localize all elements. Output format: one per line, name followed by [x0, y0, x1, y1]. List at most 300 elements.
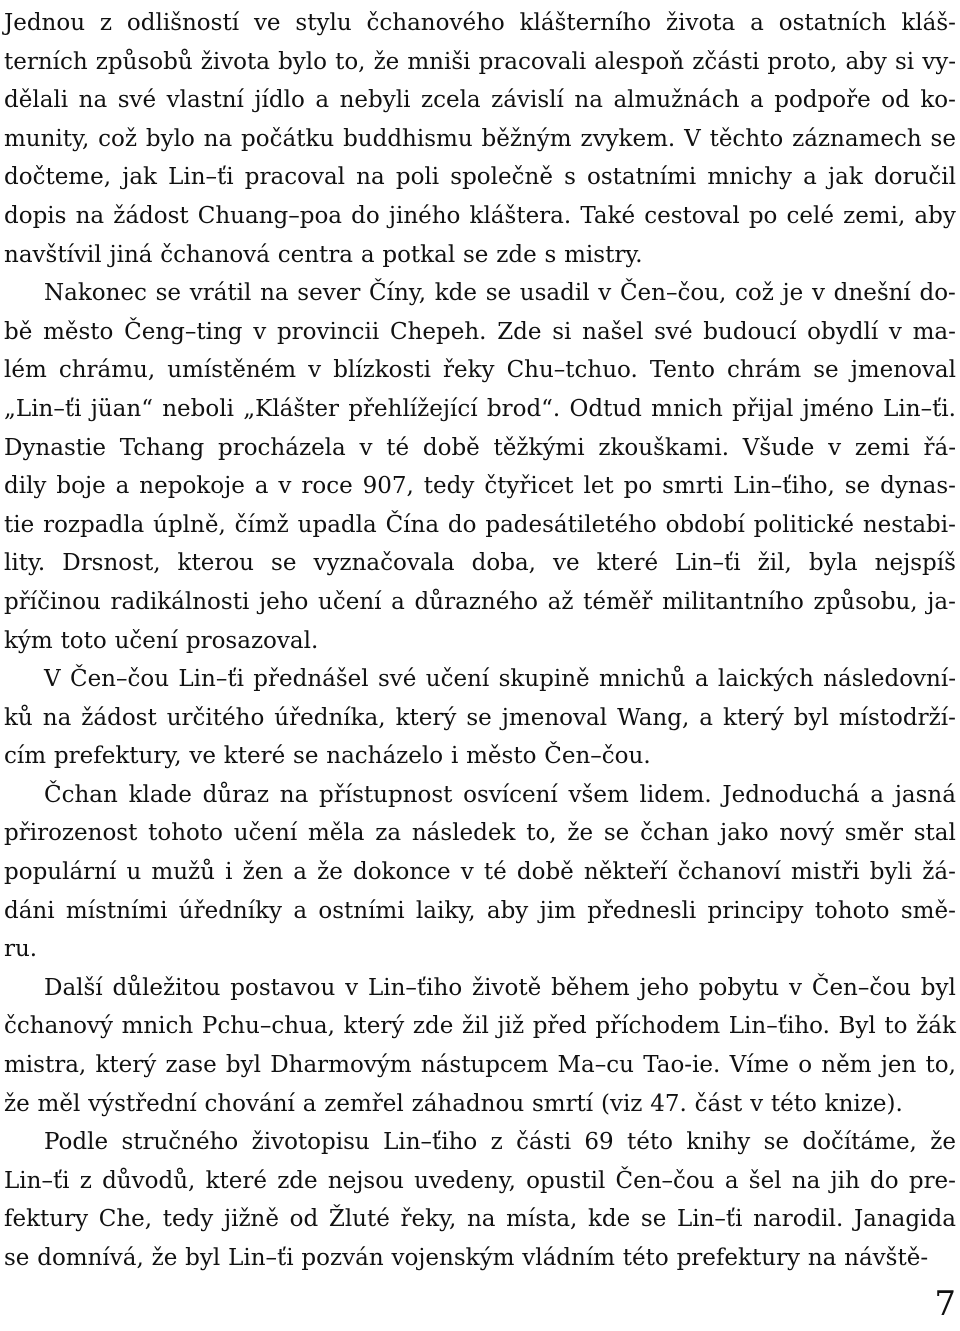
word: řeky	[442, 357, 495, 384]
text-line	[4, 351, 956, 390]
word: Lin–ťi	[228, 1245, 294, 1271]
text-line	[4, 506, 956, 545]
word: mistra,	[4, 1052, 87, 1079]
word: Jednoduchá	[722, 781, 860, 808]
word: tedy	[423, 473, 475, 500]
word: a	[694, 666, 709, 693]
word: zcela	[420, 87, 481, 114]
word: smrtí	[531, 1090, 594, 1117]
word: vojenským	[391, 1245, 515, 1271]
word: alespoň	[594, 48, 685, 75]
word: toto	[60, 627, 107, 654]
text-line	[4, 236, 956, 275]
word: jim	[539, 897, 576, 924]
text-line	[4, 660, 956, 699]
word: který	[395, 704, 457, 731]
word: a	[391, 588, 405, 615]
text-line	[4, 853, 956, 892]
word: ostatních	[778, 10, 887, 36]
word: v	[598, 280, 612, 307]
word: mistři	[791, 859, 860, 886]
word: jméno	[802, 395, 874, 422]
word: Byl	[838, 1013, 876, 1040]
word: místodrží-	[838, 704, 956, 731]
word: stal	[913, 820, 956, 847]
word: dočteme,	[4, 164, 112, 191]
word: Janagida	[853, 1206, 956, 1233]
word: si	[552, 318, 572, 345]
text-line	[4, 583, 956, 622]
word: jídlo	[254, 87, 305, 114]
word: byla	[808, 550, 858, 577]
word: a	[750, 10, 764, 36]
word: se	[603, 820, 630, 847]
word: Lin–ťi	[675, 550, 741, 577]
word: do	[351, 202, 380, 229]
word: procházela	[217, 434, 346, 461]
word: té	[386, 434, 410, 461]
word: blízkosti	[333, 357, 431, 384]
word: doručil	[873, 164, 956, 191]
word: smrti	[662, 473, 724, 500]
word: poli	[395, 164, 440, 191]
word: úplně,	[153, 511, 226, 538]
word: cestoval	[644, 202, 740, 229]
word: jako	[719, 820, 769, 847]
word: nový	[779, 820, 834, 847]
word: aby	[486, 897, 529, 924]
word: Dharmovým	[270, 1052, 412, 1079]
word: z	[99, 10, 113, 36]
word: jen	[880, 1052, 917, 1079]
word: období	[665, 511, 745, 538]
word: o	[798, 1052, 813, 1079]
word: zemi	[854, 434, 910, 461]
word: v	[888, 318, 902, 345]
word: vlastní	[166, 87, 244, 114]
word: těchto	[709, 125, 784, 152]
word: že	[317, 859, 343, 886]
word: době	[422, 434, 480, 461]
word: se	[930, 125, 956, 152]
text-line	[4, 969, 956, 1008]
word: uvedeny,	[414, 1167, 516, 1194]
word: zde	[412, 1013, 454, 1040]
body-text	[4, 4, 956, 1278]
word: dokonce	[352, 859, 451, 886]
word: a	[115, 473, 130, 500]
word: aby	[914, 202, 956, 229]
word: chrám	[726, 357, 802, 384]
word: ve	[189, 743, 216, 770]
word: s	[564, 164, 576, 191]
word: Dynastie	[4, 434, 106, 461]
word: doba,	[471, 550, 536, 577]
word: dočítáme,	[802, 1129, 917, 1156]
text-line	[4, 4, 956, 43]
word: těžkými	[493, 434, 585, 461]
word: měl	[37, 1090, 81, 1117]
word: byl	[225, 1052, 261, 1079]
word: který	[95, 1052, 157, 1079]
word: 47.	[650, 1090, 687, 1117]
word: od	[289, 1206, 319, 1233]
word: dělali	[4, 87, 69, 114]
word: čchanoví	[677, 859, 781, 886]
word: mužů	[151, 859, 215, 886]
word: od	[881, 87, 910, 114]
word: se	[844, 473, 871, 500]
page-number: 7	[934, 1284, 956, 1324]
word: neboli	[162, 395, 234, 422]
word: této	[770, 1090, 817, 1117]
word: životě	[472, 974, 542, 1001]
word: militantního	[662, 588, 804, 615]
word: Lin–ťiho	[367, 974, 463, 1001]
word: skupině	[498, 666, 590, 693]
word: Další	[44, 974, 103, 1001]
word: čímž	[234, 511, 289, 538]
word: na	[356, 164, 385, 191]
word: to,	[526, 820, 557, 847]
word: Lin–ťi	[178, 666, 244, 693]
word: života	[665, 10, 736, 36]
word: kde	[588, 1206, 631, 1233]
word: boje	[56, 473, 106, 500]
word: (viz	[600, 1090, 643, 1117]
word: i	[450, 743, 459, 770]
word: z	[79, 1167, 92, 1194]
word: důležitou	[112, 974, 221, 1001]
word: a	[749, 87, 764, 114]
word: mnich	[121, 1013, 194, 1040]
word: Podle	[44, 1129, 109, 1156]
word: usadil	[519, 280, 590, 307]
word: důrazného	[414, 588, 538, 615]
word: pracovali	[478, 48, 587, 75]
word: s	[544, 241, 557, 268]
word: jeho	[258, 588, 309, 615]
word: se	[466, 704, 492, 731]
word: knihy	[686, 1129, 751, 1156]
word: záhadnou	[411, 1090, 525, 1117]
word: nebyli	[339, 87, 411, 114]
word: a	[803, 164, 817, 191]
word: kláš-	[901, 10, 956, 36]
word: ve	[553, 550, 580, 577]
word: Lin–ťi	[168, 164, 234, 191]
word: mniši	[407, 48, 471, 75]
word: padesátiletého	[485, 511, 657, 538]
word: důvodů,	[102, 1167, 196, 1194]
word: jak	[828, 164, 863, 191]
word: úředníky	[178, 897, 283, 924]
word: tedy	[162, 1206, 214, 1233]
word: v	[278, 473, 292, 500]
word: Odtud	[569, 395, 642, 422]
text-line	[4, 158, 956, 197]
text-line	[4, 1162, 956, 1201]
word: vrátil	[189, 280, 252, 307]
word: zkouškami.	[598, 434, 730, 461]
word: této	[627, 1129, 673, 1156]
word: Che,	[98, 1206, 153, 1233]
word: lidem.	[639, 781, 712, 808]
word: se	[813, 357, 839, 384]
word: lém	[4, 357, 47, 384]
word: části	[516, 1129, 572, 1156]
word: klášterního	[519, 10, 652, 36]
word: učení	[318, 588, 382, 615]
word: a	[293, 859, 307, 886]
word: výstřední	[88, 1090, 197, 1117]
word: v	[828, 434, 842, 461]
word: mnichů	[598, 666, 686, 693]
word: prefektury,	[53, 743, 182, 770]
word: nejsou	[327, 1167, 404, 1194]
word: zvykem.	[580, 125, 676, 152]
word: v	[308, 357, 322, 384]
word: vy-	[922, 48, 956, 75]
word: stručného	[121, 1129, 239, 1156]
word: na	[78, 87, 108, 114]
word: čchanový	[4, 1013, 113, 1040]
word: v	[788, 974, 802, 1001]
word: a	[870, 781, 885, 808]
word: kterou	[177, 550, 254, 577]
text-line	[4, 1239, 956, 1278]
word: již	[497, 1013, 525, 1040]
word: smě-	[900, 897, 956, 924]
word: šel	[748, 1167, 782, 1194]
word: Víme	[729, 1052, 789, 1079]
word: ja-	[927, 588, 956, 615]
word: vyznačovala	[313, 550, 455, 577]
text-line	[4, 274, 956, 313]
paragraph	[4, 274, 956, 660]
word: za	[375, 820, 402, 847]
text-line	[4, 467, 956, 506]
text-line	[4, 43, 956, 82]
word: že	[4, 1090, 30, 1117]
word: způsobu,	[813, 588, 918, 615]
word: Lin–ťi.	[883, 395, 956, 422]
word: roce	[301, 473, 353, 500]
word: Čína	[385, 511, 440, 538]
paragraph	[4, 969, 956, 1123]
word: což	[735, 280, 774, 307]
word: potkal	[382, 241, 456, 268]
word: pozván	[301, 1245, 384, 1271]
word: a	[699, 704, 713, 731]
word: byl	[920, 974, 956, 1001]
word: pracoval	[244, 164, 346, 191]
word: závislí	[491, 87, 564, 114]
word: chování	[204, 1090, 295, 1117]
word: běžným	[481, 125, 572, 152]
word: ostatními	[587, 164, 697, 191]
word: v	[460, 859, 474, 886]
word: terních	[4, 48, 88, 75]
word: ostními	[318, 897, 405, 924]
word: z	[490, 1129, 503, 1156]
word: Wang,	[617, 704, 690, 731]
word: nejspíš	[874, 550, 956, 577]
word: té	[483, 859, 507, 886]
word: v	[359, 434, 373, 461]
word: počátku	[241, 125, 335, 152]
word: politické	[753, 511, 854, 538]
word: ma-	[912, 318, 956, 345]
word: bylo	[278, 48, 327, 75]
word: do-	[919, 280, 956, 307]
paragraph	[4, 1123, 956, 1277]
word: a	[315, 87, 330, 114]
word: Lin–ťi	[676, 1206, 743, 1233]
word: po	[748, 202, 778, 229]
word: na	[42, 704, 72, 731]
word: řá-	[923, 434, 956, 461]
word: žil,	[757, 550, 792, 577]
word: Tento	[649, 357, 715, 384]
word: ru.	[4, 936, 38, 963]
word: 69	[584, 1129, 614, 1156]
word: tohoto	[814, 897, 890, 924]
word: zde	[496, 241, 537, 268]
word: životopisu	[251, 1129, 370, 1156]
word: a	[724, 1167, 739, 1194]
word: prosazoval.	[185, 627, 319, 654]
word: následovní-	[823, 666, 956, 693]
word: nástupcem	[420, 1052, 549, 1079]
word: se	[155, 280, 182, 307]
word: munity,	[4, 125, 90, 152]
word: učení	[233, 820, 298, 847]
word: postavou	[230, 974, 336, 1001]
word: zemi,	[843, 202, 906, 229]
word: byl	[793, 704, 829, 731]
word: osvícení	[463, 781, 558, 808]
word: celé	[786, 202, 834, 229]
word: Čeng–ting	[124, 318, 243, 345]
word: zde	[277, 1167, 318, 1194]
word: přijal	[732, 395, 794, 422]
word: po	[623, 473, 653, 500]
word: místa,	[506, 1206, 578, 1233]
word: buddhismu	[343, 125, 473, 152]
word: Čen–čou,	[619, 280, 727, 307]
text-line	[4, 892, 956, 931]
word: Čen–čou	[811, 974, 911, 1001]
word: Čen–čou	[615, 1167, 715, 1194]
word: rozpadla	[43, 511, 145, 538]
word: se	[4, 1245, 30, 1271]
word: Lin–ťiho	[383, 1129, 478, 1156]
word: se	[640, 1206, 667, 1233]
word: Čen–čou	[69, 666, 170, 693]
word: kým	[4, 627, 53, 654]
word: „Klášter	[243, 395, 340, 422]
word: jasná	[894, 781, 956, 808]
word: laických	[717, 666, 814, 693]
word: přirozenost	[4, 820, 138, 847]
word: a	[360, 241, 375, 268]
word: si	[894, 48, 915, 75]
word: 907,	[362, 473, 414, 500]
text-line	[4, 1123, 956, 1162]
word: odlišností	[126, 10, 240, 36]
word: opustil	[526, 1167, 606, 1194]
word: na	[574, 87, 603, 114]
word: na	[466, 1206, 496, 1233]
word: života	[200, 48, 270, 75]
word: společně	[450, 164, 553, 191]
word: pobytu	[698, 974, 780, 1001]
text-line	[4, 1007, 956, 1046]
word: se	[293, 743, 319, 770]
word: Drsnost,	[62, 550, 161, 577]
word: stylu	[295, 10, 352, 36]
word: žák	[916, 1013, 956, 1040]
word: let	[583, 473, 614, 500]
word: čchan	[640, 820, 710, 847]
paragraph	[4, 660, 956, 776]
word: provincii	[276, 318, 380, 345]
word: před	[532, 1013, 587, 1040]
text-line	[4, 197, 956, 236]
word: něm	[821, 1052, 872, 1079]
word: ve	[253, 10, 281, 36]
word: domnívá,	[37, 1245, 144, 1271]
word: kde	[434, 280, 477, 307]
word: příchodem	[595, 1013, 721, 1040]
word: zčásti	[692, 48, 760, 75]
word: které	[223, 743, 286, 770]
word: nacházelo	[326, 743, 444, 770]
word: přístupnost	[319, 781, 453, 808]
text-line	[4, 1200, 956, 1239]
word: Lin–ťiho,	[733, 473, 835, 500]
word: a	[293, 897, 308, 924]
word: jiného	[388, 202, 461, 229]
word: nepokoje	[139, 473, 245, 500]
word: v	[811, 280, 825, 307]
word: žádost	[113, 202, 189, 229]
word: populární	[4, 859, 117, 886]
word: Číny,	[369, 280, 427, 307]
word: Zde	[497, 318, 542, 345]
word: dopis	[4, 202, 67, 229]
word: důraz	[202, 781, 270, 808]
text-line	[4, 814, 956, 853]
word: V	[44, 666, 61, 693]
word: přednesli	[587, 897, 697, 924]
word: do	[447, 511, 477, 538]
word: V	[684, 125, 701, 152]
word: na	[75, 202, 105, 229]
text-line	[4, 699, 956, 738]
word: přednášel	[253, 666, 369, 693]
word: který	[343, 1013, 405, 1040]
word: laiky,	[415, 897, 476, 924]
word: Tchang	[119, 434, 205, 461]
word: upadla	[297, 511, 377, 538]
word: které	[205, 1167, 267, 1194]
word: Všude	[742, 434, 815, 461]
word: době	[516, 859, 574, 886]
word: Lin–ťiho.	[728, 1013, 830, 1040]
word: prefektury	[676, 1245, 800, 1271]
